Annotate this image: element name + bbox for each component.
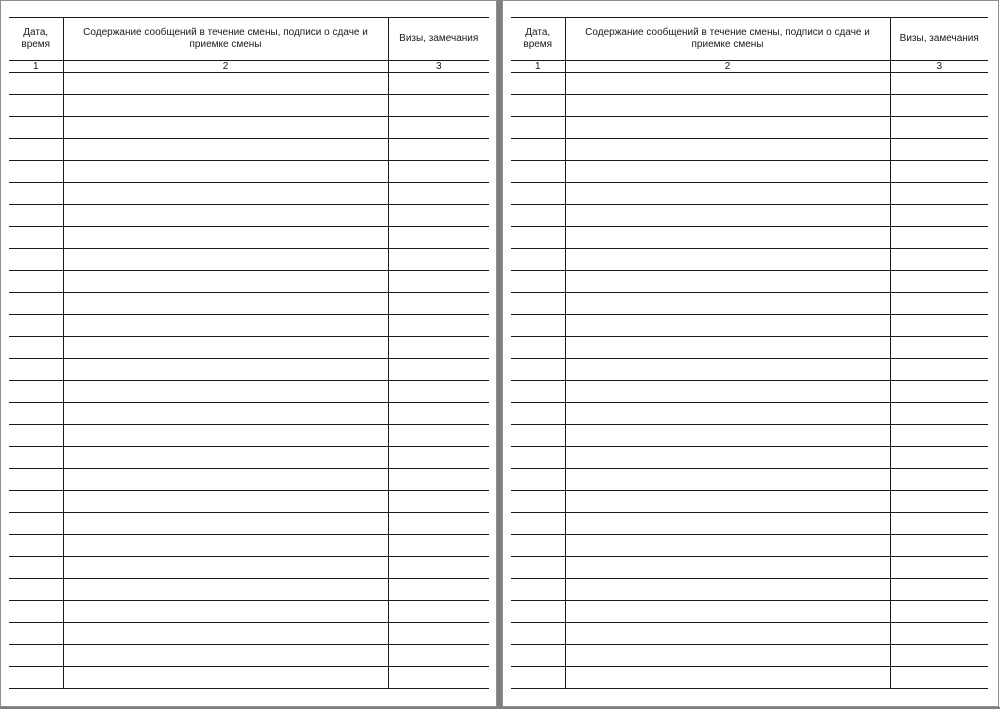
remarks-cell <box>388 667 489 689</box>
remarks-cell <box>388 249 489 271</box>
col-number-2: 2 <box>63 61 388 73</box>
content-cell <box>63 139 388 161</box>
content-cell <box>565 491 890 513</box>
remarks-cell <box>890 425 988 447</box>
remarks-cell <box>890 205 988 227</box>
log-entry-row <box>511 183 988 205</box>
remarks-cell <box>890 381 988 403</box>
log-entry-row <box>9 447 489 469</box>
col-remarks-header: Визы, замечания <box>890 18 988 61</box>
log-entry-row <box>511 601 988 623</box>
log-entry-row <box>511 139 988 161</box>
content-cell <box>63 183 388 205</box>
log-entry-row <box>9 513 489 535</box>
date-time-cell <box>9 227 63 249</box>
log-entry-row <box>511 117 988 139</box>
remarks-cell <box>890 293 988 315</box>
log-entry-row <box>9 249 489 271</box>
content-cell <box>63 513 388 535</box>
log-entry-row <box>9 315 489 337</box>
date-time-cell <box>9 139 63 161</box>
remarks-cell <box>388 315 489 337</box>
date-time-cell <box>511 249 565 271</box>
remarks-cell <box>890 403 988 425</box>
content-cell <box>63 381 388 403</box>
log-entry-row <box>9 645 489 667</box>
log-entry-row <box>511 403 988 425</box>
date-time-cell <box>511 73 565 95</box>
date-time-cell <box>511 513 565 535</box>
content-cell <box>63 425 388 447</box>
content-cell <box>63 667 388 689</box>
date-time-cell <box>511 293 565 315</box>
remarks-cell <box>890 447 988 469</box>
remarks-cell <box>388 381 489 403</box>
date-time-cell <box>511 623 565 645</box>
content-cell <box>565 271 890 293</box>
content-cell <box>63 337 388 359</box>
log-entry-row <box>9 139 489 161</box>
col-content-header: Содержание сообщений в течение смены, подписи о сдаче и приемке смены <box>63 18 388 61</box>
content-cell <box>63 359 388 381</box>
remarks-cell <box>890 227 988 249</box>
content-cell <box>63 227 388 249</box>
remarks-cell <box>388 403 489 425</box>
content-cell <box>565 469 890 491</box>
date-time-cell <box>511 315 565 337</box>
col-number-1: 1 <box>511 61 565 73</box>
shift-log-table-right <box>511 17 988 689</box>
journal-page-left <box>0 0 497 707</box>
remarks-cell <box>388 227 489 249</box>
date-time-cell <box>511 139 565 161</box>
date-time-cell <box>511 183 565 205</box>
date-time-cell <box>511 403 565 425</box>
log-entry-row <box>9 117 489 139</box>
date-time-cell <box>511 557 565 579</box>
content-cell <box>565 161 890 183</box>
date-time-cell <box>511 205 565 227</box>
remarks-cell <box>890 491 988 513</box>
remarks-cell <box>388 117 489 139</box>
log-entry-row <box>511 249 988 271</box>
content-cell <box>565 601 890 623</box>
date-time-cell <box>9 359 63 381</box>
content-cell <box>565 447 890 469</box>
date-time-cell <box>511 667 565 689</box>
content-cell <box>565 667 890 689</box>
date-time-cell <box>511 227 565 249</box>
date-time-cell <box>511 601 565 623</box>
column-number-row <box>9 61 489 73</box>
col-remarks-header: Визы, замечания <box>388 18 489 61</box>
col-number-3: 3 <box>890 61 988 73</box>
log-entry-row <box>511 73 988 95</box>
date-time-cell <box>9 513 63 535</box>
remarks-cell <box>388 491 489 513</box>
remarks-cell <box>388 623 489 645</box>
log-entry-row <box>9 73 489 95</box>
col-number-1: 1 <box>9 61 63 73</box>
content-cell <box>565 359 890 381</box>
content-cell <box>63 645 388 667</box>
log-entry-row <box>511 315 988 337</box>
content-cell <box>63 271 388 293</box>
date-time-cell <box>9 337 63 359</box>
log-entry-row <box>511 425 988 447</box>
date-time-cell <box>511 95 565 117</box>
content-cell <box>63 601 388 623</box>
date-time-cell <box>511 535 565 557</box>
remarks-cell <box>890 579 988 601</box>
remarks-cell <box>388 557 489 579</box>
log-body <box>9 73 489 689</box>
date-time-cell <box>9 73 63 95</box>
log-entry-row <box>511 469 988 491</box>
remarks-cell <box>388 95 489 117</box>
date-time-cell <box>9 623 63 645</box>
content-cell <box>63 491 388 513</box>
remarks-cell <box>890 469 988 491</box>
date-time-cell <box>511 117 565 139</box>
date-time-cell <box>9 249 63 271</box>
date-time-cell <box>9 403 63 425</box>
log-entry-row <box>9 205 489 227</box>
content-cell <box>63 315 388 337</box>
log-entry-row <box>511 271 988 293</box>
log-entry-row <box>9 579 489 601</box>
content-cell <box>565 645 890 667</box>
content-cell <box>565 337 890 359</box>
remarks-cell <box>388 645 489 667</box>
content-cell <box>565 579 890 601</box>
date-time-cell <box>511 491 565 513</box>
date-time-cell <box>511 469 565 491</box>
content-cell <box>63 579 388 601</box>
date-time-cell <box>511 337 565 359</box>
content-cell <box>565 403 890 425</box>
remarks-cell <box>890 337 988 359</box>
content-cell <box>565 227 890 249</box>
content-cell <box>63 557 388 579</box>
date-time-cell <box>511 645 565 667</box>
content-cell <box>63 205 388 227</box>
log-entry-row <box>9 425 489 447</box>
log-entry-row <box>9 491 489 513</box>
log-entry-row <box>9 95 489 117</box>
content-cell <box>565 95 890 117</box>
log-entry-row <box>9 667 489 689</box>
remarks-cell <box>388 73 489 95</box>
date-time-cell <box>9 293 63 315</box>
content-cell <box>565 139 890 161</box>
date-time-cell <box>9 601 63 623</box>
date-time-cell <box>9 425 63 447</box>
date-time-cell <box>511 447 565 469</box>
remarks-cell <box>890 667 988 689</box>
log-entry-row <box>9 623 489 645</box>
date-time-cell <box>9 535 63 557</box>
remarks-cell <box>388 535 489 557</box>
log-entry-row <box>9 359 489 381</box>
log-entry-row <box>9 293 489 315</box>
log-entry-row <box>511 667 988 689</box>
remarks-cell <box>388 183 489 205</box>
remarks-cell <box>890 535 988 557</box>
date-time-cell <box>9 183 63 205</box>
col-date-time-header: Дата, время <box>9 18 63 61</box>
journal-page-right <box>502 0 999 707</box>
log-entry-row <box>511 535 988 557</box>
remarks-cell <box>388 271 489 293</box>
log-entry-row <box>511 381 988 403</box>
content-cell <box>565 73 890 95</box>
date-time-cell <box>511 579 565 601</box>
log-entry-row <box>511 447 988 469</box>
content-cell <box>63 161 388 183</box>
log-entry-row <box>511 557 988 579</box>
remarks-cell <box>890 95 988 117</box>
content-cell <box>565 557 890 579</box>
remarks-cell <box>388 513 489 535</box>
date-time-cell <box>9 645 63 667</box>
log-entry-row <box>9 403 489 425</box>
remarks-cell <box>388 161 489 183</box>
column-number-row <box>511 61 988 73</box>
content-cell <box>63 293 388 315</box>
log-body <box>511 73 988 689</box>
date-time-cell <box>511 381 565 403</box>
date-time-cell <box>511 161 565 183</box>
remarks-cell <box>890 645 988 667</box>
log-entry-row <box>9 557 489 579</box>
content-cell <box>63 117 388 139</box>
log-entry-row <box>9 535 489 557</box>
date-time-cell <box>9 491 63 513</box>
remarks-cell <box>890 271 988 293</box>
date-time-cell <box>511 425 565 447</box>
col-number-3: 3 <box>388 61 489 73</box>
log-entry-row <box>511 491 988 513</box>
remarks-cell <box>388 425 489 447</box>
log-entry-row <box>511 337 988 359</box>
header-row <box>511 18 988 61</box>
date-time-cell <box>9 381 63 403</box>
content-cell <box>63 623 388 645</box>
remarks-cell <box>388 469 489 491</box>
log-entry-row <box>9 161 489 183</box>
log-entry-row <box>9 183 489 205</box>
remarks-cell <box>388 337 489 359</box>
log-entry-row <box>9 227 489 249</box>
content-cell <box>565 381 890 403</box>
date-time-cell <box>9 205 63 227</box>
content-cell <box>63 535 388 557</box>
log-entry-row <box>9 469 489 491</box>
remarks-cell <box>388 579 489 601</box>
log-entry-row <box>511 623 988 645</box>
remarks-cell <box>890 249 988 271</box>
remarks-cell <box>890 623 988 645</box>
log-entry-row <box>9 601 489 623</box>
content-cell <box>565 183 890 205</box>
date-time-cell <box>9 447 63 469</box>
log-entry-row <box>511 293 988 315</box>
log-entry-row <box>511 645 988 667</box>
date-time-cell <box>9 557 63 579</box>
content-cell <box>63 469 388 491</box>
content-cell <box>565 425 890 447</box>
date-time-cell <box>9 469 63 491</box>
content-cell <box>565 293 890 315</box>
remarks-cell <box>890 161 988 183</box>
log-entry-row <box>9 337 489 359</box>
col-content-header: Содержание сообщений в течение смены, подписи о сдаче и приемке смены <box>565 18 890 61</box>
log-entry-row <box>511 227 988 249</box>
date-time-cell <box>9 315 63 337</box>
col-date-time-header: Дата, время <box>511 18 565 61</box>
content-cell <box>565 117 890 139</box>
date-time-cell <box>511 271 565 293</box>
date-time-cell <box>511 359 565 381</box>
remarks-cell <box>890 513 988 535</box>
content-cell <box>63 249 388 271</box>
remarks-cell <box>388 601 489 623</box>
date-time-cell <box>9 579 63 601</box>
remarks-cell <box>890 601 988 623</box>
remarks-cell <box>890 139 988 161</box>
date-time-cell <box>9 271 63 293</box>
content-cell <box>565 249 890 271</box>
content-cell <box>63 73 388 95</box>
date-time-cell <box>9 117 63 139</box>
content-cell <box>565 623 890 645</box>
log-entry-row <box>511 513 988 535</box>
content-cell <box>565 513 890 535</box>
header-row <box>9 18 489 61</box>
remarks-cell <box>388 447 489 469</box>
content-cell <box>63 447 388 469</box>
log-entry-row <box>9 271 489 293</box>
remarks-cell <box>388 139 489 161</box>
remarks-cell <box>890 557 988 579</box>
log-entry-row <box>511 95 988 117</box>
remarks-cell <box>388 293 489 315</box>
shift-log-table-left <box>9 17 489 689</box>
remarks-cell <box>890 73 988 95</box>
content-cell <box>63 403 388 425</box>
content-cell <box>565 535 890 557</box>
remarks-cell <box>890 359 988 381</box>
col-number-2: 2 <box>565 61 890 73</box>
date-time-cell <box>9 667 63 689</box>
date-time-cell <box>9 95 63 117</box>
remarks-cell <box>890 183 988 205</box>
content-cell <box>565 315 890 337</box>
remarks-cell <box>388 359 489 381</box>
log-entry-row <box>511 161 988 183</box>
content-cell <box>63 95 388 117</box>
remarks-cell <box>890 117 988 139</box>
content-cell <box>565 205 890 227</box>
log-entry-row <box>511 205 988 227</box>
remarks-cell <box>890 315 988 337</box>
date-time-cell <box>9 161 63 183</box>
log-entry-row <box>511 579 988 601</box>
log-entry-row <box>511 359 988 381</box>
remarks-cell <box>388 205 489 227</box>
log-entry-row <box>9 381 489 403</box>
